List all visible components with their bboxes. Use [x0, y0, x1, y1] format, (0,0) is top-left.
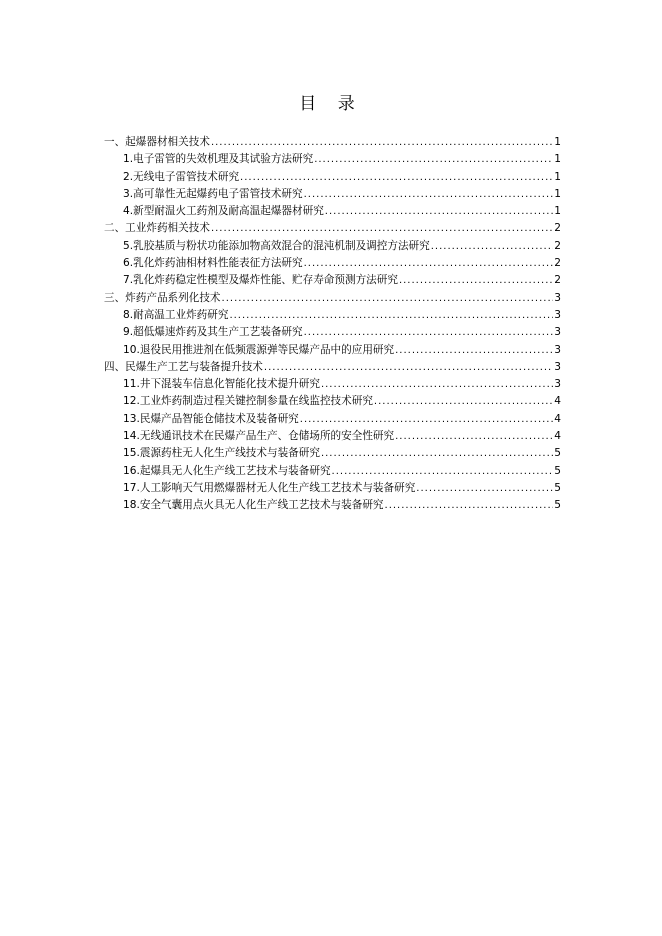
- toc-page-number: 3: [554, 378, 561, 391]
- table-of-contents: [104, 134, 561, 515]
- dot-leader: [321, 376, 553, 393]
- toc-entry-text: 4.新型耐温火工药剂及耐高温起爆器材研究: [123, 205, 324, 218]
- toc-page-number: 3: [554, 308, 561, 321]
- toc-entry-text: 1.电子雷管的失效机理及其试验方法研究: [123, 153, 314, 166]
- dot-leader: [325, 203, 553, 220]
- dot-leader: [304, 186, 553, 203]
- toc-entry-text: 3.高可靠性无起爆药电子雷管技术研究: [123, 187, 303, 200]
- toc-subsection-entry[interactable]: [104, 186, 561, 203]
- toc-subsection-entry[interactable]: [104, 307, 561, 324]
- dot-leader: [416, 480, 553, 497]
- toc-entry-text: 11.井下混装车信息化智能化技术提升研究: [123, 378, 320, 391]
- dot-leader: [304, 255, 553, 272]
- dot-leader: [332, 463, 553, 480]
- toc-page-number: 5: [554, 464, 561, 477]
- toc-entry-text: 12.工业炸药制造过程关键控制参量在线监控技术研究: [123, 395, 373, 408]
- dot-leader: [229, 307, 553, 324]
- toc-subsection-entry[interactable]: [104, 411, 561, 428]
- dot-leader: [385, 497, 553, 514]
- toc-entry-text: 6.乳化炸药油相材料性能表征方法研究: [123, 257, 303, 270]
- toc-page-number: 3: [554, 343, 561, 356]
- toc-subsection-entry[interactable]: [104, 272, 561, 289]
- toc-page-number: 4: [554, 395, 561, 408]
- toc-entry-text: 一、起爆器材相关技术: [104, 136, 210, 148]
- toc-subsection-entry[interactable]: [104, 480, 561, 497]
- toc-title: 目 录: [299, 94, 363, 114]
- toc-entry-text: 15.震源药柱无人化生产线技术与装备研究: [123, 447, 320, 460]
- toc-entry-text: 14.无线通讯技术在民爆产品生产、仓储场所的安全性研究: [123, 430, 395, 443]
- dot-leader: [431, 238, 553, 255]
- dot-leader: [211, 134, 553, 151]
- toc-entry-text: 5.乳胶基质与粉状功能添加物高效混合的混沌机制及调控方法研究: [123, 239, 430, 252]
- toc-subsection-entry[interactable]: [104, 376, 561, 393]
- toc-entry-text: 10.退役民用推进剂在低频震源弹等民爆产品中的应用研究: [123, 343, 395, 356]
- toc-subsection-entry[interactable]: [104, 324, 561, 341]
- dot-leader: [222, 290, 553, 307]
- toc-page-number: 3: [554, 326, 561, 339]
- toc-entry-text: 二、工业炸药相关技术: [104, 222, 210, 235]
- toc-page-number: 2: [554, 274, 561, 287]
- toc-page-number: 3: [554, 291, 561, 304]
- toc-entry-text: 8.耐高温工业炸药研究: [123, 308, 229, 321]
- toc-page-number: 5: [554, 481, 561, 494]
- toc-page-number: 1: [554, 187, 561, 200]
- toc-entry-text: 17.人工影响天气用燃爆器材无人化生产线工艺技术与装备研究: [123, 481, 416, 494]
- toc-subsection-entry[interactable]: [104, 238, 561, 255]
- dot-leader: [395, 342, 553, 359]
- toc-page-number: 1: [554, 205, 561, 218]
- dot-leader: [399, 272, 553, 289]
- toc-page-number: 4: [554, 430, 561, 443]
- dot-leader: [300, 411, 553, 428]
- toc-page-number: 1: [554, 136, 561, 148]
- dot-leader: [314, 151, 553, 168]
- dot-leader: [374, 393, 553, 410]
- toc-section-entry[interactable]: [104, 220, 561, 237]
- toc-subsection-entry[interactable]: [104, 428, 561, 445]
- toc-page-number: 2: [554, 239, 561, 252]
- toc-page-number: 2: [554, 222, 561, 235]
- toc-page-number: 3: [554, 360, 561, 373]
- toc-subsection-entry[interactable]: [104, 463, 561, 480]
- toc-page-number: 4: [554, 412, 561, 425]
- toc-page-number: 1: [554, 170, 561, 183]
- toc-subsection-entry[interactable]: [104, 445, 561, 462]
- toc-entry-text: 四、民爆生产工艺与装备提升技术: [104, 360, 263, 373]
- toc-page-number: 1: [554, 153, 561, 166]
- toc-page-number: 2: [554, 257, 561, 270]
- toc-entry-text: 2.无线电子雷管技术研究: [123, 170, 240, 183]
- toc-entry-text: 16.起爆具无人化生产线工艺技术与装备研究: [123, 464, 331, 477]
- toc-subsection-entry[interactable]: [104, 203, 561, 220]
- toc-subsection-entry[interactable]: [104, 169, 561, 186]
- toc-section-entry[interactable]: [104, 134, 561, 151]
- dot-leader: [304, 324, 553, 341]
- toc-subsection-entry[interactable]: [104, 342, 561, 359]
- dot-leader: [264, 359, 553, 376]
- toc-entry-text: 7.乳化炸药稳定性模型及爆炸性能、贮存寿命预测方法研究: [123, 274, 398, 287]
- dot-leader: [395, 428, 553, 445]
- toc-page-number: 5: [554, 499, 561, 512]
- toc-section-entry[interactable]: [104, 290, 561, 307]
- toc-page-number: 5: [554, 447, 561, 460]
- toc-section-entry[interactable]: [104, 359, 561, 376]
- toc-subsection-entry[interactable]: [104, 151, 561, 168]
- dot-leader: [211, 220, 553, 237]
- toc-entry-text: 三、炸药产品系列化技术: [104, 291, 221, 304]
- dot-leader: [240, 169, 553, 186]
- toc-subsection-entry[interactable]: [104, 497, 561, 514]
- toc-entry-text: 18.安全气囊用点火具无人化生产线工艺技术与装备研究: [123, 499, 384, 512]
- toc-entry-text: 13.民爆产品智能仓储技术及装备研究: [123, 412, 299, 425]
- toc-subsection-entry[interactable]: [104, 255, 561, 272]
- dot-leader: [321, 445, 553, 462]
- toc-entry-text: 9.超低爆速炸药及其生产工艺装备研究: [123, 326, 303, 339]
- toc-subsection-entry[interactable]: [104, 393, 561, 410]
